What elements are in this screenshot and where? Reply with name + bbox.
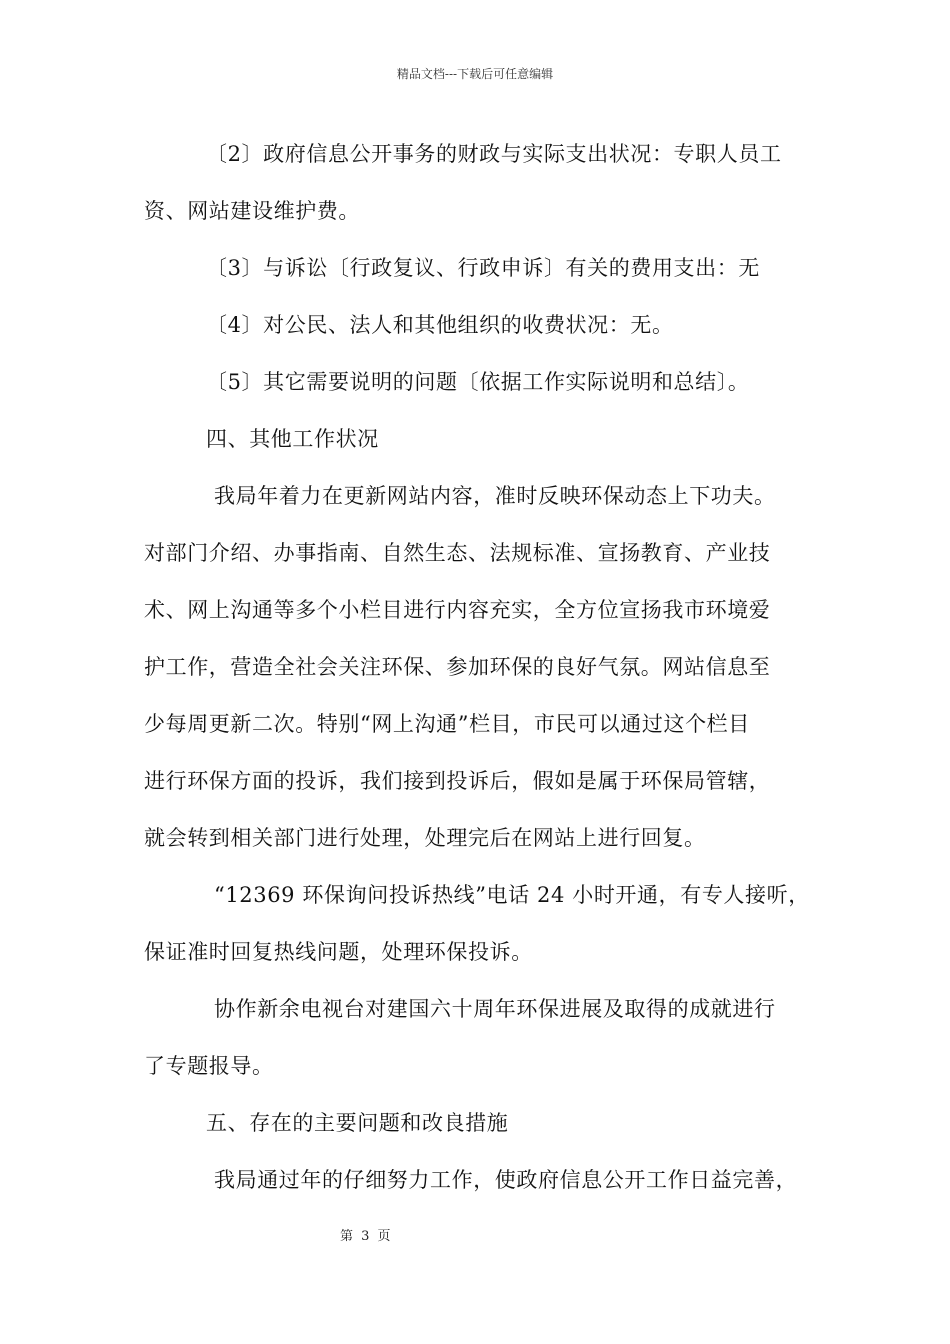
document-body [144,126,824,1209]
paragraph-line: 了专题报导。 [144,1054,274,1078]
page-header: 精品文档---下载后可任意编辑 [396,67,554,81]
paragraph-line: 术、网上沟通等多个小栏目进行内容充实，全方位宣扬我市环境爱 [144,598,771,622]
paragraph-line: 我局年着力在更新网站内容，准时反映环保动态上下功夫。 [214,484,776,508]
paragraph-line: 〔5〕其它需要说明的问题〔依据工作实际说明和总结〕。 [206,370,750,394]
section-heading: 五、存在的主要问题和改良措施 [206,1111,509,1135]
paragraph-line: 保证准时回复热线问题，处理环保投诉。 [144,940,533,964]
paragraph-line: 〔3〕与诉讼〔行政复议、行政申诉〕有关的费用支出：无 [206,256,760,280]
section-heading: 四、其他工作状况 [206,427,379,451]
paragraph-line: 进行环保方面的投诉，我们接到投诉后，假如是属于环保局管辖， [144,769,771,793]
paragraph-line: 对部门介绍、办事指南、自然生态、法规标准、宣扬教育、产业技 [144,541,771,565]
paragraph-line: 协作新余电视台对建国六十周年环保进展及取得的成就进行 [214,997,776,1021]
paragraph-line: 就会转到相关部门进行处理，处理完后在网站上进行回复。 [144,826,706,850]
paragraph-line: 〔2〕政府信息公开事务的财政与实际支出状况：专职人员工 [206,142,782,166]
paragraph-line: 资、网站建设维护费。 [144,199,360,223]
paragraph-line: 少每周更新二次。特别“网上沟通”栏目，市民可以通过这个栏目 [144,712,750,736]
paragraph-line: 我局通过年的仔细努力工作，使政府信息公开工作日益完善， [214,1168,798,1192]
paragraph-line: 〔4〕对公民、法人和其他组织的收费状况：无。 [206,313,674,337]
paragraph-line: 护工作，营造全社会关注环保、参加环保的良好气氛。网站信息至 [144,655,771,679]
page-number: 第 3 页 [340,1229,391,1244]
paragraph-line: “12369 环保询问投诉热线”电话 24 小时开通，有专人接听， [214,883,810,907]
